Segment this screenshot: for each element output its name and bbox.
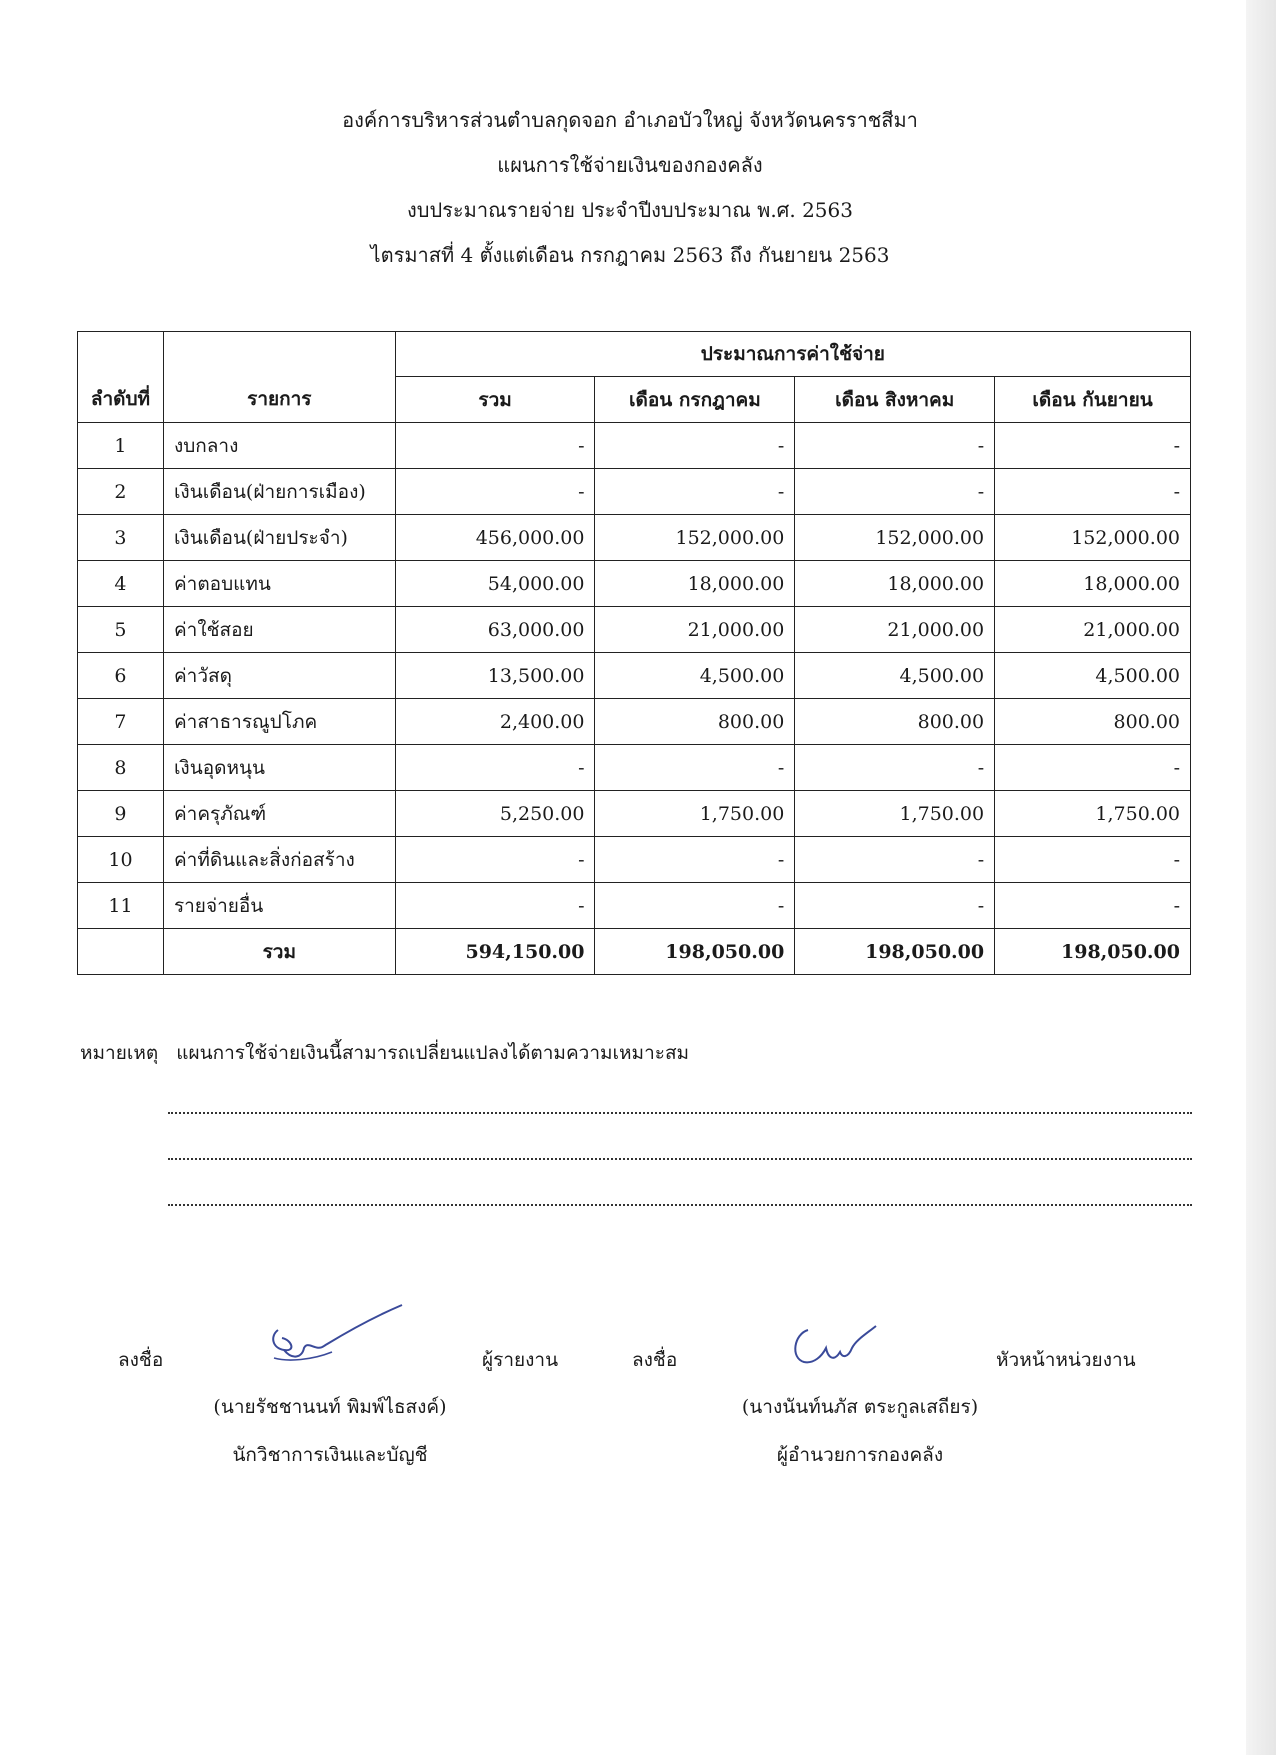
table-row <box>78 561 1191 607</box>
row-seq-cell: 10 <box>78 837 164 883</box>
row-total-cell: 456,000.00 <box>395 515 595 561</box>
row-september-cell: 152,000.00 <box>995 515 1191 561</box>
table-row <box>78 653 1191 699</box>
row-august-cell: 152,000.00 <box>795 515 995 561</box>
row-august-cell: - <box>795 883 995 929</box>
row-july-cell: 4,500.00 <box>595 653 795 699</box>
table-row <box>78 515 1191 561</box>
table-row <box>78 837 1191 883</box>
row-july-cell: 21,000.00 <box>595 607 795 653</box>
signature-right-role: หัวหน้าหน่วยงาน <box>996 1349 1136 1371</box>
plan-title: แผนการใช้จ่ายเงินของกองคลัง <box>497 153 763 177</box>
row-august-cell: - <box>795 423 995 469</box>
quarter-title: ไตรมาสที่ 4 ตั้งแต่เดือน กรกฎาคม 2563 ถึง กันยายน 2563 <box>370 243 890 267</box>
budget-table <box>77 331 1191 975</box>
row-item-cell: ค่าครุภัณฑ์ <box>163 791 395 837</box>
row-july-cell: 152,000.00 <box>595 515 795 561</box>
table-row <box>78 745 1191 791</box>
row-august-cell: - <box>795 469 995 515</box>
row-total-cell: 63,000.00 <box>395 607 595 653</box>
row-seq-cell: 6 <box>78 653 164 699</box>
signature-left-role: ผู้รายงาน <box>482 1349 559 1371</box>
row-seq-cell: 4 <box>78 561 164 607</box>
signature-right-name: (นางนันท์นภัส ตระกูลเสถียร) <box>741 1396 979 1418</box>
signature-right-position: ผู้อำนวยการกองคลัง <box>776 1444 944 1466</box>
row-total-cell: 54,000.00 <box>395 561 595 607</box>
note-dotted-line <box>168 1102 1192 1114</box>
row-august-cell: 21,000.00 <box>795 607 995 653</box>
signature-right-scribble <box>786 1318 896 1378</box>
total-row-label: รวม <box>163 929 395 975</box>
row-july-cell: 18,000.00 <box>595 561 795 607</box>
august-column-header: เดือน สิงหาคม <box>795 377 995 423</box>
september-column-header: เดือน กันยายน <box>995 377 1191 423</box>
row-seq-cell: 1 <box>78 423 164 469</box>
row-total-cell: 13,500.00 <box>395 653 595 699</box>
row-september-cell: 800.00 <box>995 699 1191 745</box>
note-dotted-line <box>168 1148 1192 1160</box>
signature-right-sign-label: ลงชื่อ <box>632 1349 678 1371</box>
row-total-cell: - <box>395 745 595 791</box>
july-column-header: เดือน กรกฎาคม <box>595 377 795 423</box>
row-item-cell: ค่าสาธารณูปโภค <box>163 699 395 745</box>
row-august-cell: - <box>795 837 995 883</box>
total-row-august: 198,050.00 <box>795 929 995 975</box>
row-july-cell: 800.00 <box>595 699 795 745</box>
row-seq-cell: 11 <box>78 883 164 929</box>
total-row-september: 198,050.00 <box>995 929 1191 975</box>
row-september-cell: 18,000.00 <box>995 561 1191 607</box>
table-row <box>78 469 1191 515</box>
row-total-cell: 5,250.00 <box>395 791 595 837</box>
row-item-cell: รายจ่ายอื่น <box>163 883 395 929</box>
signature-left-position: นักวิชาการเงินและบัญชี <box>232 1444 428 1466</box>
row-september-cell: - <box>995 469 1191 515</box>
total-row-seq <box>78 929 164 975</box>
row-item-cell: เงินอุดหนุน <box>163 745 395 791</box>
note-label: หมายเหตุ <box>80 1042 159 1064</box>
item-column-header: รายการ <box>163 332 395 423</box>
document-header <box>0 98 1260 278</box>
row-item-cell: ค่าวัสดุ <box>163 653 395 699</box>
row-july-cell: - <box>595 423 795 469</box>
table-header-row <box>78 332 1191 377</box>
row-august-cell: 18,000.00 <box>795 561 995 607</box>
total-row-total: 594,150.00 <box>395 929 595 975</box>
row-total-cell: 2,400.00 <box>395 699 595 745</box>
row-july-cell: - <box>595 469 795 515</box>
total-row-july: 198,050.00 <box>595 929 795 975</box>
row-september-cell: - <box>995 837 1191 883</box>
note-section <box>80 1038 1190 1206</box>
seq-column-header: ลำดับที่ <box>78 332 164 423</box>
table-row <box>78 883 1191 929</box>
row-total-cell: - <box>395 469 595 515</box>
signature-left-scribble <box>262 1300 412 1375</box>
signature-left-sign-label: ลงชื่อ <box>118 1349 164 1371</box>
row-total-cell: - <box>395 883 595 929</box>
estimate-group-header: ประมาณการค่าใช้จ่าย <box>395 332 1190 377</box>
row-september-cell: 4,500.00 <box>995 653 1191 699</box>
total-column-header: รวม <box>395 377 595 423</box>
row-september-cell: - <box>995 883 1191 929</box>
row-item-cell: ค่าใช้สอย <box>163 607 395 653</box>
row-item-cell: เงินเดือน(ฝ่ายการเมือง) <box>163 469 395 515</box>
row-total-cell: - <box>395 423 595 469</box>
signature-left-name: (นายรัชชานนท์ พิมพ์ไธสงค์) <box>213 1396 447 1418</box>
row-seq-cell: 2 <box>78 469 164 515</box>
row-september-cell: 21,000.00 <box>995 607 1191 653</box>
row-july-cell: - <box>595 837 795 883</box>
table-row <box>78 423 1191 469</box>
table-row <box>78 607 1191 653</box>
row-total-cell: - <box>395 837 595 883</box>
row-item-cell: ค่าที่ดินและสิ่งก่อสร้าง <box>163 837 395 883</box>
row-seq-cell: 7 <box>78 699 164 745</box>
row-august-cell: 1,750.00 <box>795 791 995 837</box>
total-row <box>78 929 1191 975</box>
note-dotted-line <box>168 1194 1192 1206</box>
row-seq-cell: 3 <box>78 515 164 561</box>
row-august-cell: 800.00 <box>795 699 995 745</box>
row-september-cell: - <box>995 745 1191 791</box>
row-item-cell: เงินเดือน(ฝ่ายประจำ) <box>163 515 395 561</box>
organization-title: องค์การบริหารส่วนตำบลกุดจอก อำเภอบัวใหญ่ จังหวัดนครราชสีมา <box>342 108 918 132</box>
budget-year-title: งบประมาณรายจ่าย ประจำปีงบประมาณ พ.ศ. 2563 <box>407 198 853 222</box>
row-july-cell: - <box>595 745 795 791</box>
row-july-cell: 1,750.00 <box>595 791 795 837</box>
note-text: แผนการใช้จ่ายเงินนี้สามารถเปลี่ยนแปลงได้ตามความเหมาะสม <box>176 1042 690 1064</box>
row-seq-cell: 9 <box>78 791 164 837</box>
row-seq-cell: 5 <box>78 607 164 653</box>
row-july-cell: - <box>595 883 795 929</box>
row-august-cell: 4,500.00 <box>795 653 995 699</box>
row-item-cell: งบกลาง <box>163 423 395 469</box>
row-seq-cell: 8 <box>78 745 164 791</box>
row-item-cell: ค่าตอบแทน <box>163 561 395 607</box>
row-august-cell: - <box>795 745 995 791</box>
row-september-cell: 1,750.00 <box>995 791 1191 837</box>
table-row <box>78 791 1191 837</box>
row-september-cell: - <box>995 423 1191 469</box>
table-row <box>78 699 1191 745</box>
